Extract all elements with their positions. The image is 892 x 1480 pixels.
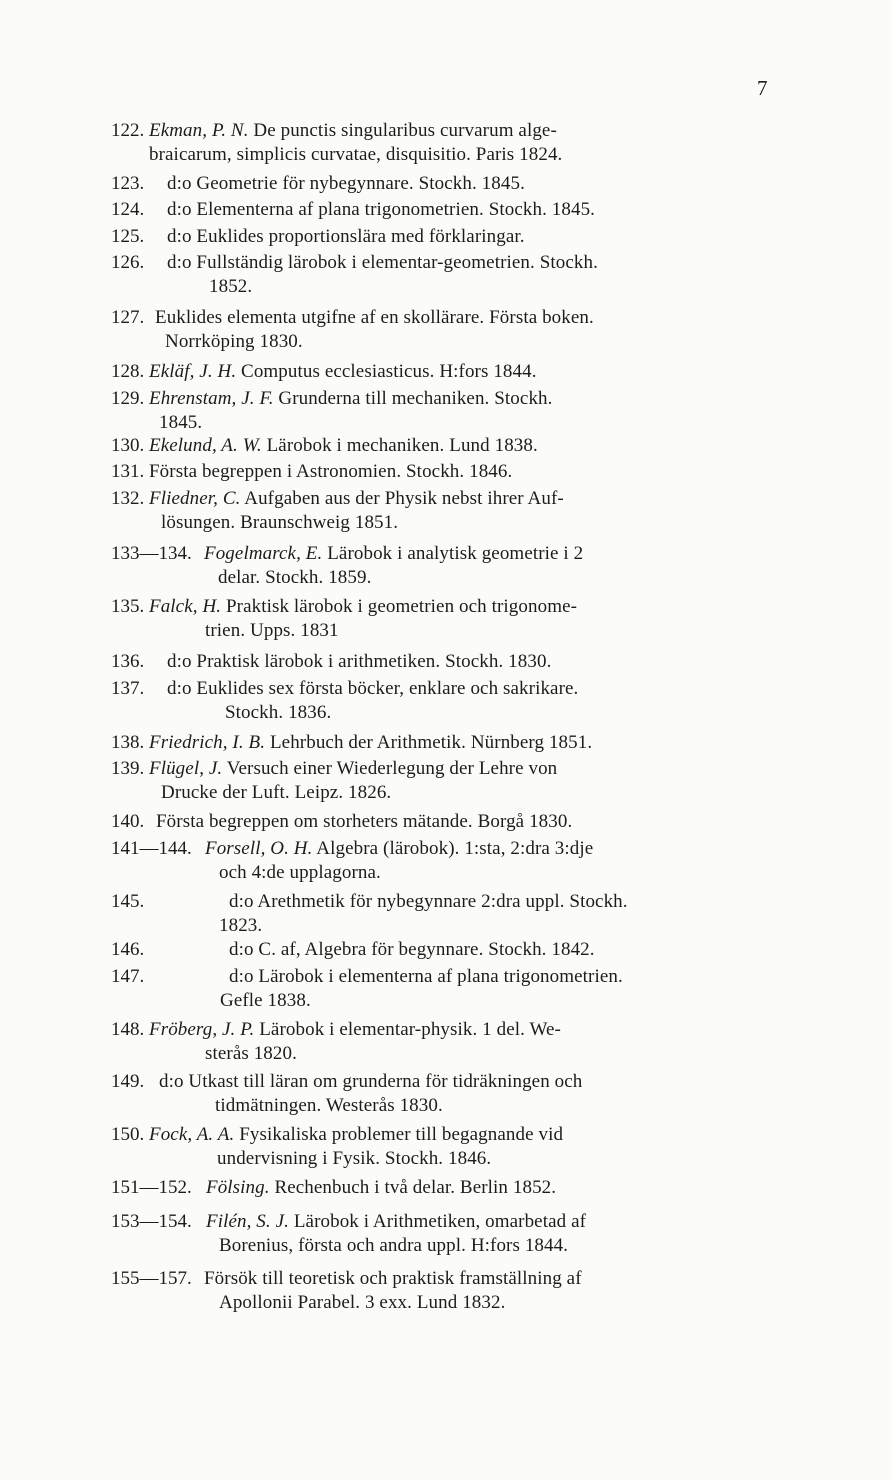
- entry-continuation: Borenius, första och andra uppl. H:fors 1844.: [219, 1235, 569, 1256]
- entry-number: 139.: [111, 758, 145, 779]
- entry-title: Försök till teoretisk och praktisk framställning af: [204, 1268, 582, 1289]
- entry-title: Lärobok i mechaniken. Lund 1838.: [261, 435, 538, 456]
- entry-number: 126.: [111, 252, 145, 273]
- entry-continuation: braicarum, simplicis curvatae, disquisitio. Paris 1824.: [149, 144, 563, 165]
- entry-title: d:o Euklides sex första böcker, enklare och sakrikare.: [167, 678, 579, 699]
- catalog-entry: [111, 1267, 881, 1315]
- entry-continuation: 1852.: [209, 276, 253, 297]
- entry-number: 125.: [111, 226, 145, 247]
- entry-continuation: Norrköping 1830.: [165, 331, 303, 352]
- entry-number: 149.: [111, 1071, 145, 1092]
- entry-author: Fröberg, J. P.: [149, 1019, 255, 1040]
- entry-continuation: Gefle 1838.: [220, 990, 311, 1011]
- entry-number: 141—144.: [111, 838, 192, 859]
- entry-title: d:o Lärobok i elementerna af plana trigonometrien.: [229, 966, 623, 987]
- catalog-entry: [111, 757, 881, 805]
- catalog-entry: [111, 251, 881, 299]
- entry-number: 124.: [111, 199, 145, 220]
- entry-continuation: sterås 1820.: [205, 1043, 297, 1064]
- entry-author: Ekelund, A. W.: [149, 435, 262, 456]
- catalog-entry: [111, 434, 881, 458]
- entry-continuation: lösungen. Braunschweig 1851.: [161, 512, 399, 533]
- entry-continuation: trien. Upps. 1831: [205, 620, 339, 641]
- entry-title: Computus ecclesiasticus. H:fors 1844.: [236, 361, 537, 382]
- entry-continuation: delar. Stockh. 1859.: [218, 567, 372, 588]
- catalog-entry: [111, 487, 881, 535]
- entry-number: 122.: [111, 120, 145, 141]
- entry-number: 150.: [111, 1124, 145, 1145]
- entry-title: Lärobok i Arithmetiken, omarbetad af: [288, 1211, 587, 1232]
- entry-author: Ekläf, J. H.: [149, 361, 237, 382]
- entry-number: 153—154.: [111, 1211, 192, 1232]
- entry-number: 136.: [111, 651, 145, 672]
- entry-number: 148.: [111, 1019, 145, 1040]
- catalog-entry: [111, 198, 881, 222]
- entry-author: Fliedner, C.: [149, 488, 241, 509]
- catalog-entry: [111, 1176, 881, 1200]
- entry-title: d:o Utkast till läran om grunderna för tidräkningen och: [159, 1071, 583, 1092]
- entry-number: 147.: [111, 966, 145, 987]
- catalog-entry: [111, 360, 881, 384]
- entry-number: 132.: [111, 488, 145, 509]
- entry-continuation: och 4:de upplagorna.: [219, 862, 381, 883]
- entry-title: Algebra (lärobok). 1:sta, 2:dra 3:dje: [312, 838, 594, 859]
- entry-title: d:o Geometrie för nybegynnare. Stockh. 1845.: [167, 173, 525, 194]
- entry-number: 151—152.: [111, 1177, 192, 1198]
- catalog-entry: [111, 731, 881, 755]
- catalog-entry: [111, 542, 881, 590]
- entry-number: 140.: [111, 811, 145, 832]
- entry-author: Fogelmarck, E.: [204, 543, 323, 564]
- entry-number: 127.: [111, 307, 145, 328]
- catalog-entry: [111, 837, 881, 885]
- catalog-entry: [111, 225, 881, 249]
- entry-author: Friedrich, I. B.: [149, 732, 266, 753]
- entry-continuation: Drucke der Luft. Leipz. 1826.: [161, 782, 392, 803]
- entry-title: Rechenbuch i två delar. Berlin 1852.: [269, 1177, 557, 1198]
- catalog-entry: [111, 890, 881, 938]
- entry-title: Grunderna till mechaniken. Stockh.: [273, 388, 553, 409]
- catalog-entry: [111, 1070, 881, 1118]
- entry-title: Första begreppen om storheters mätande. Borgå 1830.: [156, 811, 573, 832]
- entry-continuation: tidmätningen. Westerås 1830.: [215, 1095, 443, 1116]
- entry-title: d:o Elementerna af plana trigonometrien. Stockh. 1845.: [167, 199, 596, 220]
- entry-continuation: undervisning i Fysik. Stockh. 1846.: [217, 1148, 492, 1169]
- entry-number: 130.: [111, 435, 145, 456]
- entry-title: Första begreppen i Astronomien. Stockh. 1846.: [149, 461, 513, 482]
- entry-author: Ehrenstam, J. F.: [149, 388, 274, 409]
- entry-title: Aufgaben aus der Physik nebst ihrer Auf-: [240, 488, 564, 509]
- entry-number: 155—157.: [111, 1268, 192, 1289]
- entry-number: 138.: [111, 732, 145, 753]
- entry-title: d:o Praktisk lärobok i arithmetiken. Stockh. 1830.: [167, 651, 552, 672]
- entry-author: Fock, A. A.: [149, 1124, 235, 1145]
- entry-author: Forsell, O. H.: [205, 838, 313, 859]
- entry-title: Fysikaliska problemer till begagnande vid: [234, 1124, 564, 1145]
- entry-title: d:o C. af, Algebra för begynnare. Stockh. 1842.: [229, 939, 595, 960]
- entry-number: 123.: [111, 173, 145, 194]
- catalog-entry: [111, 650, 881, 674]
- entry-number: 146.: [111, 939, 145, 960]
- entry-author: Flügel, J.: [149, 758, 223, 779]
- entry-title: Versuch einer Wiederlegung der Lehre von: [222, 758, 558, 779]
- catalog-entry: [111, 119, 881, 167]
- entry-continuation: 1823.: [219, 915, 263, 936]
- catalog-entry: [111, 306, 881, 354]
- catalog-entry: [111, 172, 881, 196]
- entry-continuation: Apollonii Parabel. 3 exx. Lund 1832.: [219, 1292, 506, 1313]
- catalog-entry: [111, 595, 881, 643]
- entry-title: d:o Euklides proportionslära med förklaringar.: [167, 226, 525, 247]
- entry-title: d:o Arethmetik för nybegynnare 2:dra uppl. Stockh.: [229, 891, 628, 912]
- catalog-entry: [111, 1123, 881, 1171]
- entry-author: Filén, S. J.: [206, 1211, 289, 1232]
- entry-title: d:o Fullständig lärobok i elementar-geometrien. Stockh.: [167, 252, 598, 273]
- entry-number: 133—134.: [111, 543, 192, 564]
- catalog-entry: [111, 387, 881, 435]
- entry-number: 129.: [111, 388, 145, 409]
- entry-continuation: Stockh. 1836.: [225, 702, 332, 723]
- page-number: 7: [757, 76, 768, 100]
- entry-author: Falck, H.: [149, 596, 222, 617]
- entry-title: Euklides elementa utgifne af en skollärare. Första boken.: [155, 307, 594, 328]
- entry-number: 128.: [111, 361, 145, 382]
- entry-author: Fölsing.: [206, 1177, 270, 1198]
- entry-title: Lärobok i analytisk geometrie i 2: [322, 543, 584, 564]
- catalog-entry: [111, 460, 881, 484]
- catalog-entry: [111, 810, 881, 834]
- catalog-entry: [111, 677, 881, 725]
- catalog-entry: [111, 1018, 881, 1066]
- entry-title: De punctis singularibus curvarum alge-: [248, 120, 557, 141]
- entry-title: Lärobok i elementar-physik. 1 del. We-: [254, 1019, 561, 1040]
- entry-number: 145.: [111, 891, 145, 912]
- entry-title: Praktisk lärobok i geometrien och trigonome-: [221, 596, 578, 617]
- catalog-entry: [111, 938, 881, 962]
- entry-number: 131.: [111, 461, 145, 482]
- catalog-entry: [111, 1210, 881, 1258]
- catalog-entry: [111, 965, 881, 1013]
- entry-number: 135.: [111, 596, 145, 617]
- entry-author: Ekman, P. N.: [149, 120, 249, 141]
- entry-number: 137.: [111, 678, 145, 699]
- entry-continuation: 1845.: [159, 412, 203, 433]
- entry-title: Lehrbuch der Arithmetik. Nürnberg 1851.: [265, 732, 593, 753]
